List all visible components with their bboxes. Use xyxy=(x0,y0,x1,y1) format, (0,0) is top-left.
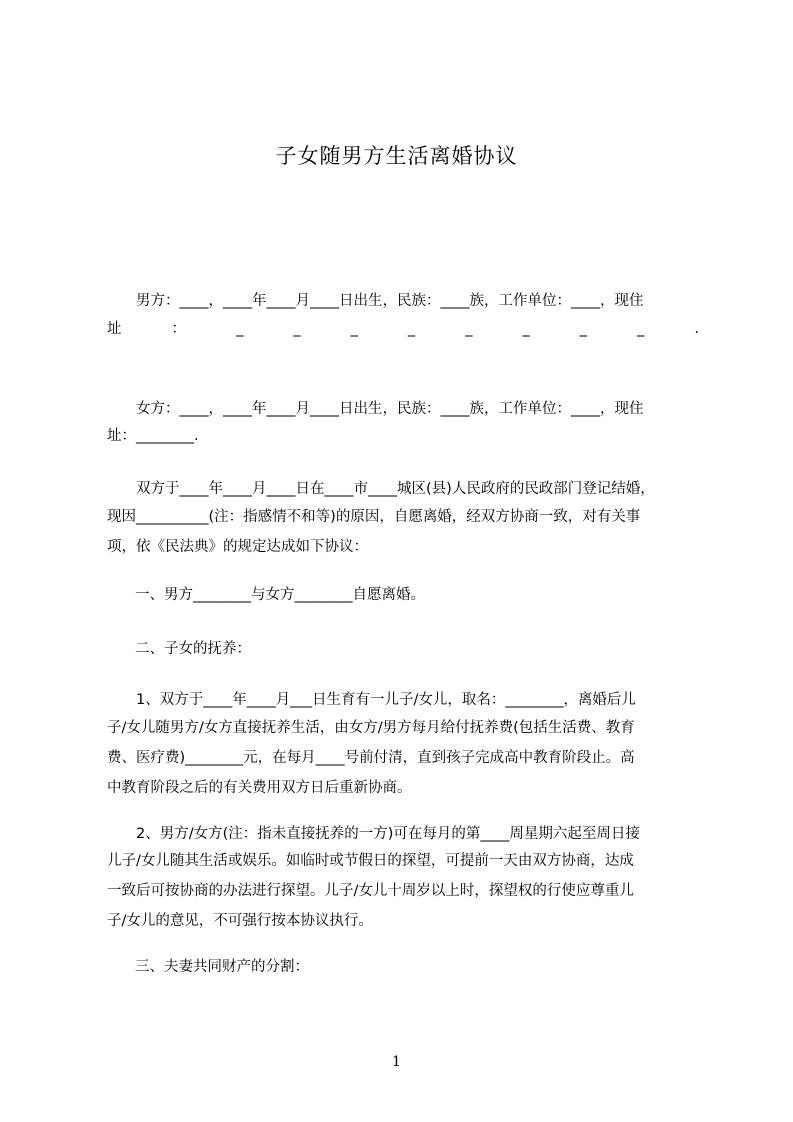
child-custody-line-4: 中教育阶段之后的有关费用双方日后重新协商。 xyxy=(107,780,412,796)
child-custody-paragraph xyxy=(107,685,699,715)
clause-2-heading: 二、子女的抚养： xyxy=(135,641,251,657)
female-party-line-2-wrap xyxy=(107,421,699,451)
female-party-paragraph xyxy=(107,394,699,424)
visitation-paragraph-cont xyxy=(107,846,699,936)
female-party-line-1: 女方：____，____年____月____日出生，民族：____族，工作单位：____，现住 xyxy=(136,401,644,417)
intro-line-2: 现因__________(注：指感情不和等)的原因，自愿离婚，经双方协商一致，对有关事 xyxy=(107,509,641,525)
address-blank: _ xyxy=(350,321,358,337)
address-blank: _ xyxy=(637,321,645,337)
visitation-line-2: 儿子/女儿随其生活或娱乐。如临时或节假日的探望，可提前一天由双方协商，达成 xyxy=(107,853,634,869)
clause-2 xyxy=(107,634,699,664)
address-blank: _ xyxy=(407,321,416,337)
intro-line-3: 项，依《民法典》的规定达成如下协议： xyxy=(107,539,368,555)
female-party-line-2: 址：________. xyxy=(107,428,199,444)
clause-3 xyxy=(107,952,699,982)
visitation-line-4: 子/女儿的意见，不可强行按本协议执行。 xyxy=(107,913,373,929)
intro-paragraph-cont xyxy=(107,502,699,562)
address-colon: ： xyxy=(171,321,187,337)
child-custody-line-2: 子/女儿随男方/女方直接抚养生活，由女方/男方每月给付抚养费(包括生活费、教育 xyxy=(107,720,635,736)
document-title: 子女随男方生活离婚协议 xyxy=(275,144,518,168)
clause-1 xyxy=(107,580,699,610)
address-label: 址 xyxy=(107,321,122,337)
address-blank: _ xyxy=(465,321,473,337)
child-custody-line-1: 1、双方于____年____月___日生育有一儿子/女儿，取名：________，离婚后儿 xyxy=(136,692,636,708)
address-blank: _ xyxy=(579,321,587,337)
child-custody-paragraph-cont xyxy=(107,713,699,803)
clause-1-text: 一、男方________与女方________自愿离婚。 xyxy=(135,587,425,603)
visitation-paragraph xyxy=(107,819,699,849)
visitation-line-3: 一致后可按协商的办法进行探望。儿子/女儿十周岁以上时，探望权的行使应尊重儿 xyxy=(107,883,634,899)
male-party-line-1: 男方：____，____年____月____日出生，民族：____族，工作单位：____，现住 xyxy=(136,293,644,309)
male-party-paragraph xyxy=(107,286,699,316)
address-blank: _ xyxy=(293,321,301,337)
intro-paragraph xyxy=(107,474,699,504)
child-custody-line-3: 费、医疗费)________元，在每月____号前付清，直到孩子完成高中教育阶段止。高 xyxy=(107,750,635,766)
address-end: . xyxy=(694,321,699,337)
address-blank: _ xyxy=(522,321,530,337)
intro-line-1: 双方于____年____月____日在____市____城区(县)人民政府的民政部门登记结婚， xyxy=(136,481,655,497)
address-blank: _ xyxy=(236,321,244,337)
visitation-line-1: 2、男方/女方(注：指未直接抚养的一方)可在每月的第____周星期六起至周日接 xyxy=(136,826,640,842)
male-party-line-2 xyxy=(107,314,699,344)
clause-3-heading: 三、夫妻共同财产的分割： xyxy=(135,959,309,975)
page-number: 1 xyxy=(392,1054,401,1070)
